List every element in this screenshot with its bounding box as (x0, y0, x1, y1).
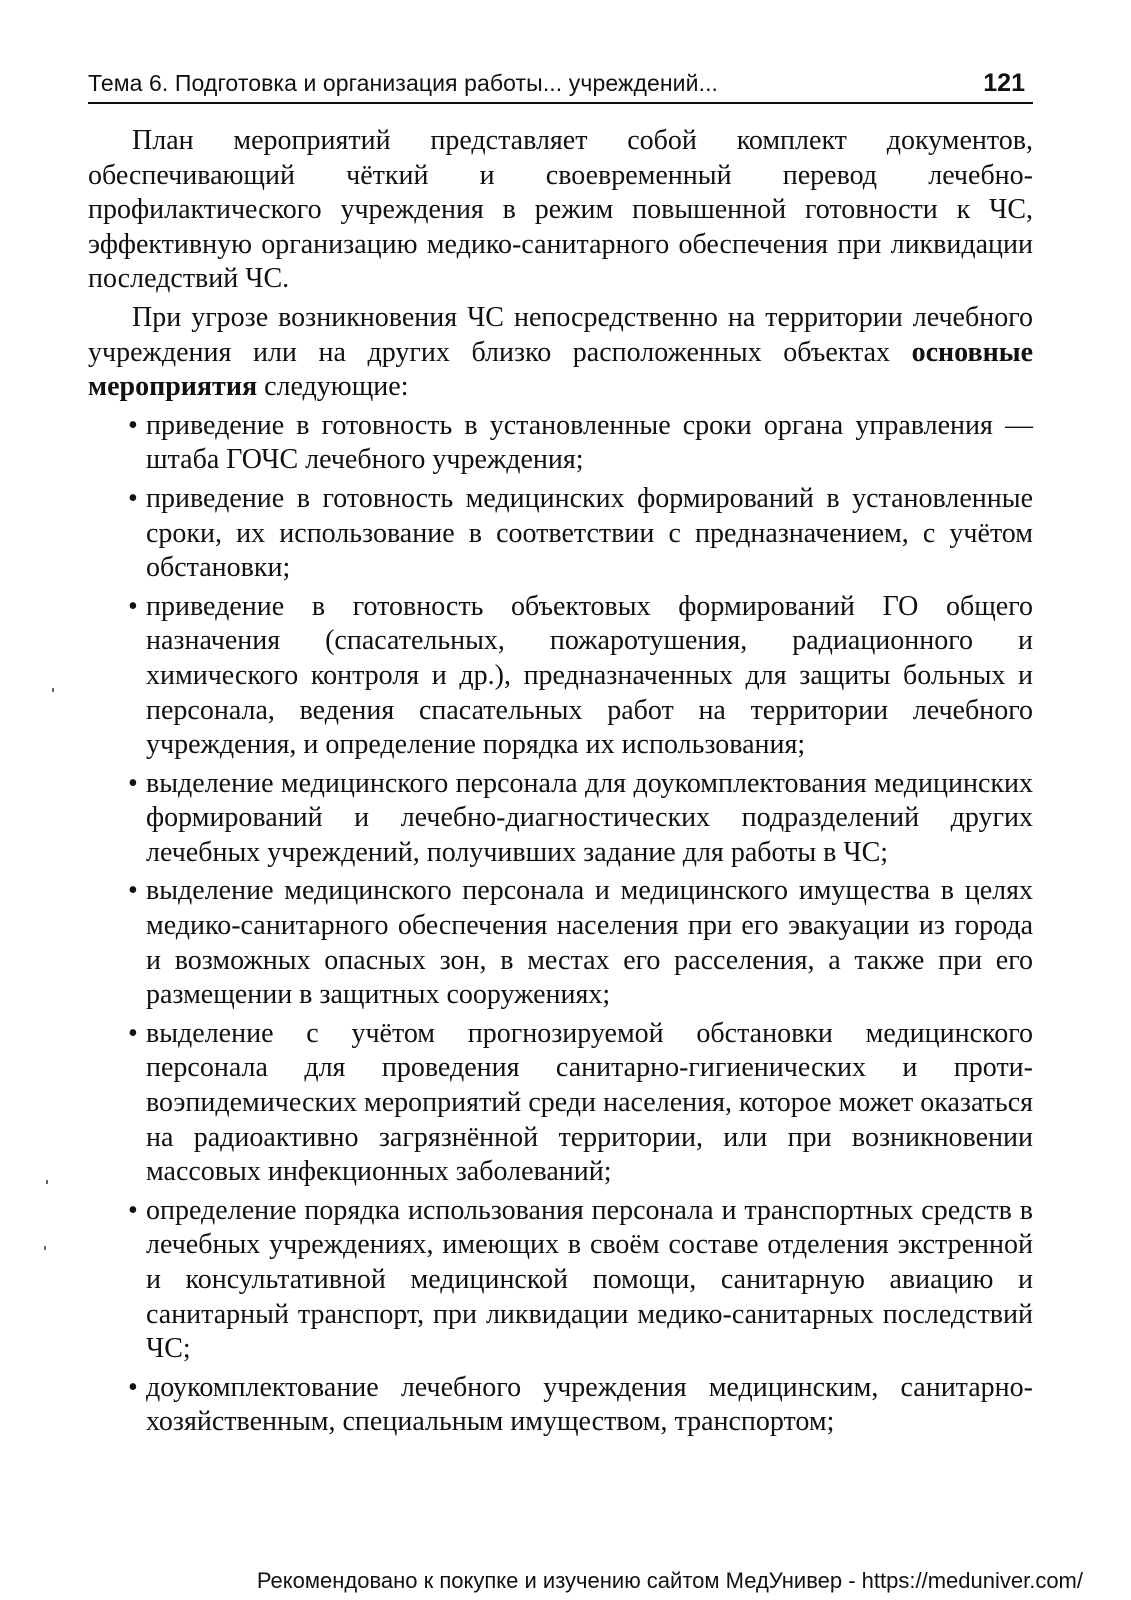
bullet-icon: • (128, 1017, 138, 1049)
list-item-text: приведение в готовность медицинских формирований в установленные сроки, их использование в соответствии с предназначением, с учётом обстановки; (146, 482, 1033, 584)
list-item-text: выделение медицинского персонала и медицинского имущества в целях медико-санитарного обеспечения населения при его эвакуации из города и возможных опасных зон, в местах его расселения, а также при его размещении в защитных сооружениях; (146, 875, 1033, 1011)
bullet-icon: • (128, 767, 138, 799)
list-item (88, 482, 1033, 586)
measures-list (88, 409, 1033, 1440)
paragraph (88, 301, 1033, 405)
paragraph-text: следующие: (257, 371, 409, 403)
list-item-text: определение порядка использования персонала и транспортных средств в лечебных учреждениях, имеющих в своём составе отделения экстренной и консультативной медицинской помощи, санитарную авиацию и санитарный транспорт, при ликвидации медико-санитарных последствий ЧС; (146, 1194, 1033, 1365)
list-item-text: выделение медицинского персонала для доукомплектования медицинских формирований и лечебно-диагностических подразделений других лечебных учреждений, получивших задание для работы в ЧС; (146, 767, 1033, 868)
bullet-icon: • (128, 590, 138, 622)
scan-speck (52, 688, 54, 692)
list-item (88, 767, 1033, 871)
chapter-title: Тема 6. Подготовка и организация работы... учреждений... (88, 70, 719, 96)
bullet-icon: • (128, 875, 138, 907)
main-text (88, 124, 1033, 1444)
list-item (88, 409, 1033, 478)
bullet-icon: • (128, 409, 138, 441)
bullet-icon: • (128, 482, 138, 514)
list-item (88, 1017, 1033, 1190)
list-item (88, 1194, 1033, 1367)
paragraph: План мероприятий представляет собой комплект документов, обеспечивающий чёткий и своевременный перевод лечебнопрофилактического учреждения в режим повышенной готовности к ЧС, эффективную организацию медико-санитарного обеспечения при ликвидации последствий ЧС. (88, 125, 1033, 295)
list-item (88, 1371, 1033, 1440)
page-number: 121 (983, 69, 1025, 97)
list-item (88, 590, 1033, 763)
emphasis-text: основные мероприятия (88, 336, 1033, 403)
paragraph-text: При угрозе возникновения ЧС непосредственно на территории лечебного учреждения или на других близко расположенных объектах (88, 301, 1033, 368)
running-header (88, 62, 1033, 104)
list-item-text: доукомплектование лечебного учреждения медицинским, санитарно-хозяйственным, специальным имуществом, транспортом; (146, 1371, 1033, 1438)
list-item-text: приведение в готовность объектовых формирований ГО общего назначения (спасательных, пожаротушения, радиационного и химического контроля и др.), предназначенных для защиты больных и персонала, ведения спасательных работ на территории лечебного учреждения, и определение порядка их использования; (146, 590, 1033, 761)
list-item-text: выделение с учётом прогнозируемой обстановки медицинского персонала для проведения санитарно-гигиенических и противоэпидемических мероприятий среди населения, которое может оказаться на радиоактивно загрязнённой территории, или при возникновении массовых инфекционных заболеваний; (146, 1017, 1033, 1188)
scan-speck (46, 1180, 48, 1184)
bullet-icon: • (128, 1194, 138, 1226)
scan-speck (44, 1246, 46, 1250)
footer-watermark: Рекомендовано к покупке и изучению сайтом МедУнивер - https://meduniver.com/ (256, 1568, 1083, 1593)
list-item (88, 874, 1033, 1012)
list-item-text: приведение в готовность в установленные сроки органа управления — штаба ГОЧС лечебного учреждения; (146, 409, 1033, 476)
bullet-icon: • (128, 1371, 138, 1403)
